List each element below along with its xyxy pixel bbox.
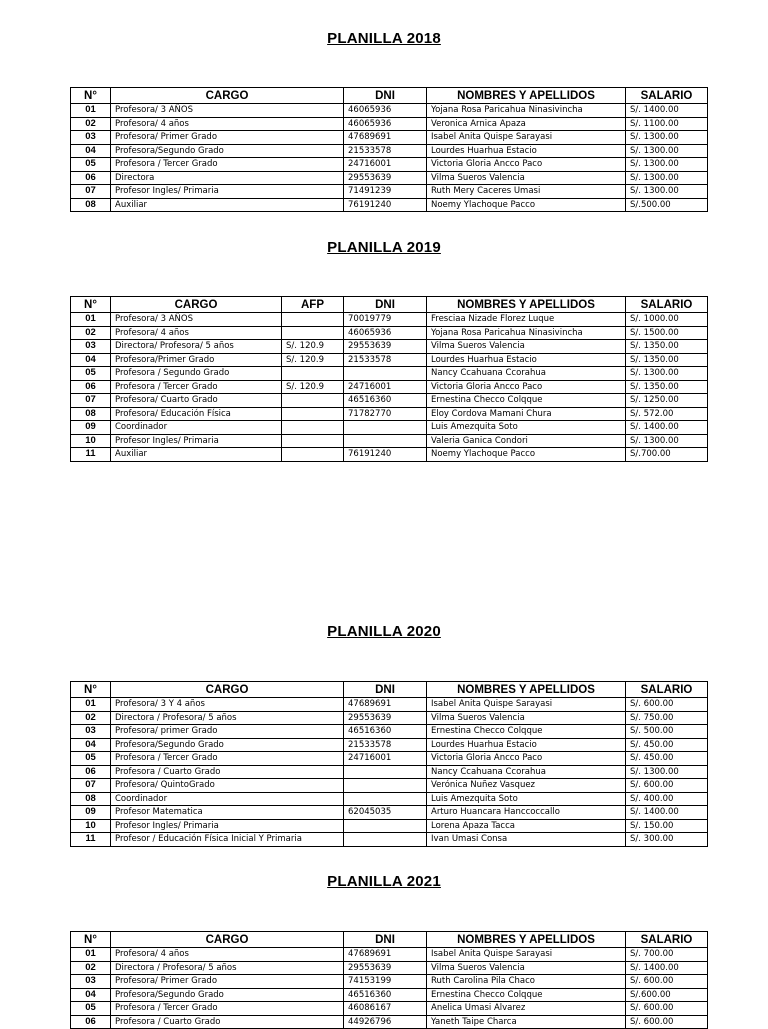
table-row — [71, 1002, 708, 1016]
table-row — [71, 806, 708, 820]
cell-cargo: Profesora/ 4 años — [111, 948, 344, 962]
cell-num: 03 — [71, 340, 111, 354]
cell-num: 05 — [71, 367, 111, 381]
table-row — [71, 340, 708, 354]
header-cargo: CARGO — [111, 682, 344, 698]
header-dni: DNI — [344, 932, 427, 948]
cell-dni: 24716001 — [344, 158, 427, 172]
cell-dni — [344, 421, 427, 435]
cell-cargo: Coordinador — [111, 421, 282, 435]
cell-salario: S/. 1300.00 — [626, 367, 708, 381]
table-row — [71, 738, 708, 752]
cell-num: 11 — [71, 833, 111, 847]
header-dni: DNI — [344, 88, 427, 104]
cell-salario: S/. 600.00 — [626, 975, 708, 989]
cell-salario: S/.600.00 — [626, 988, 708, 1002]
cell-dni: 24716001 — [344, 380, 427, 394]
cell-num: 03 — [71, 725, 111, 739]
cell-nombres: Lorena Apaza Tacca — [427, 819, 626, 833]
cell-cargo: Profesora / Cuarto Grado — [111, 765, 344, 779]
cell-num: 04 — [71, 988, 111, 1002]
cell-num: 02 — [71, 961, 111, 975]
cell-nombres: Ernestina Checco Colqque — [427, 988, 626, 1002]
cell-num: 02 — [71, 117, 111, 131]
cell-salario: S/. 1300.00 — [626, 131, 708, 145]
cell-num: 09 — [71, 806, 111, 820]
header-nombres: NOMBRES Y APELLIDOS — [427, 297, 626, 313]
table-body — [71, 948, 708, 1029]
table-row — [71, 975, 708, 989]
cell-dni: 29553639 — [344, 340, 427, 354]
cell-cargo: Profesora / Tercer Grado — [111, 158, 344, 172]
cell-nombres: Luis Amezquita Soto — [427, 792, 626, 806]
table-row — [71, 117, 708, 131]
cell-num: 08 — [71, 407, 111, 421]
cell-dni: 21533578 — [344, 738, 427, 752]
cell-salario: S/. 1400.00 — [626, 421, 708, 435]
table-row — [71, 961, 708, 975]
cell-nombres: Vilma Sueros Valencia — [427, 711, 626, 725]
header-cargo: CARGO — [111, 297, 282, 313]
table-row — [71, 421, 708, 435]
cell-nombres: Isabel Anita Quispe Sarayasi — [427, 948, 626, 962]
cell-dni: 21533578 — [344, 353, 427, 367]
cell-dni: 46065936 — [344, 117, 427, 131]
table-row — [71, 711, 708, 725]
cell-dni: 76191240 — [344, 198, 427, 212]
cell-dni: 46065936 — [344, 104, 427, 118]
table-row — [71, 326, 708, 340]
header-salario: SALARIO — [626, 932, 708, 948]
cell-afp — [282, 326, 344, 340]
table-header-row — [71, 88, 708, 104]
header-nombres: NOMBRES Y APELLIDOS — [427, 932, 626, 948]
cell-cargo: Directora/ Profesora/ 5 años — [111, 340, 282, 354]
cell-cargo: Profesora / Tercer Grado — [111, 380, 282, 394]
cell-cargo: Profesora/ Primer Grado — [111, 131, 344, 145]
header-num: N° — [71, 932, 111, 948]
table-row — [71, 198, 708, 212]
cell-num: 07 — [71, 185, 111, 199]
cell-cargo: Profesora / Cuarto Grado — [111, 1015, 344, 1029]
cell-salario: S/. 450.00 — [626, 752, 708, 766]
cell-cargo: Profesora / Tercer Grado — [111, 752, 344, 766]
table-row — [71, 725, 708, 739]
cell-salario: S/. 1500.00 — [626, 326, 708, 340]
cell-num: 07 — [71, 394, 111, 408]
table-body — [71, 104, 708, 212]
header-salario: SALARIO — [626, 88, 708, 104]
cell-cargo: Profesor Ingles/ Primaria — [111, 819, 344, 833]
cell-num: 09 — [71, 421, 111, 435]
planilla-2018-title: PLANILLA 2018 — [327, 30, 441, 47]
cell-num: 01 — [71, 313, 111, 327]
cell-dni: 24716001 — [344, 752, 427, 766]
cell-nombres: Anelica Umasi Alvarez — [427, 1002, 626, 1016]
cell-salario: S/. 1400.00 — [626, 961, 708, 975]
cell-cargo: Profesor Matematica — [111, 806, 344, 820]
cell-dni — [344, 792, 427, 806]
cell-cargo: Profesora / Segundo Grado — [111, 367, 282, 381]
cell-dni: 46516360 — [344, 725, 427, 739]
cell-dni: 46065936 — [344, 326, 427, 340]
cell-num: 08 — [71, 792, 111, 806]
cell-salario: S/. 1300.00 — [626, 171, 708, 185]
cell-dni: 74153199 — [344, 975, 427, 989]
cell-salario: S/. 300.00 — [626, 833, 708, 847]
cell-num: 04 — [71, 353, 111, 367]
cell-nombres: Verónica Nuñez Vasquez — [427, 779, 626, 793]
cell-num: 10 — [71, 819, 111, 833]
cell-nombres: Fresciaa Nizade Florez Luque — [427, 313, 626, 327]
cell-dni: 47689691 — [344, 131, 427, 145]
header-dni: DNI — [344, 682, 427, 698]
planilla-2020-title: PLANILLA 2020 — [327, 623, 441, 640]
cell-num: 04 — [71, 738, 111, 752]
cell-salario: S/. 1350.00 — [626, 340, 708, 354]
cell-num: 06 — [71, 171, 111, 185]
cell-salario: S/. 572.00 — [626, 407, 708, 421]
header-salario: SALARIO — [626, 297, 708, 313]
cell-afp: S/. 120.9 — [282, 340, 344, 354]
table-row — [71, 792, 708, 806]
cell-salario: S/. 750.00 — [626, 711, 708, 725]
cell-salario: S/. 600.00 — [626, 698, 708, 712]
table-row — [71, 171, 708, 185]
cell-cargo: Profesora/ 3 AÑOS — [111, 104, 344, 118]
table-row — [71, 779, 708, 793]
cell-nombres: Ruth Carolina Pila Chaco — [427, 975, 626, 989]
table-row — [71, 104, 708, 118]
cell-cargo: Profesora / Tercer Grado — [111, 1002, 344, 1016]
cell-dni: 29553639 — [344, 961, 427, 975]
cell-nombres: Nancy Ccahuana Ccorahua — [427, 367, 626, 381]
cell-dni: 29553639 — [344, 711, 427, 725]
cell-afp: S/. 120.9 — [282, 353, 344, 367]
cell-cargo: Profesora/ Educación Física — [111, 407, 282, 421]
cell-salario: S/. 1000.00 — [626, 313, 708, 327]
cell-num: 06 — [71, 765, 111, 779]
cell-nombres: Yaneth Taipe Charca — [427, 1015, 626, 1029]
cell-nombres: Isabel Anita Quispe Sarayasi — [427, 131, 626, 145]
table-row — [71, 1015, 708, 1029]
table-header-row — [71, 682, 708, 698]
header-afp: AFP — [282, 297, 344, 313]
cell-salario: S/.500.00 — [626, 198, 708, 212]
cell-dni: 46516360 — [344, 988, 427, 1002]
cell-dni — [344, 765, 427, 779]
planilla-2019-title: PLANILLA 2019 — [327, 239, 441, 256]
planilla-2018-table — [70, 87, 708, 212]
cell-num: 04 — [71, 144, 111, 158]
planilla-2019-table — [70, 296, 708, 462]
table-row — [71, 752, 708, 766]
cell-salario: S/. 700.00 — [626, 948, 708, 962]
cell-cargo: Profesora/ 4 años — [111, 326, 282, 340]
cell-nombres: Lourdes Huarhua Estacio — [427, 353, 626, 367]
header-num: N° — [71, 297, 111, 313]
table-row — [71, 158, 708, 172]
cell-dni — [344, 779, 427, 793]
planilla-2020-table — [70, 681, 708, 847]
table-body — [71, 313, 708, 462]
planilla-2021-title: PLANILLA 2021 — [327, 873, 441, 890]
cell-dni: 21533578 — [344, 144, 427, 158]
cell-cargo: Coordinador — [111, 792, 344, 806]
table-row — [71, 698, 708, 712]
cell-cargo: Profesora/Segundo Grado — [111, 738, 344, 752]
table-row — [71, 765, 708, 779]
cell-salario: S/. 400.00 — [626, 792, 708, 806]
table-header-row — [71, 297, 708, 313]
cell-num: 05 — [71, 158, 111, 172]
cell-dni — [344, 367, 427, 381]
cell-dni: 71782770 — [344, 407, 427, 421]
cell-afp — [282, 421, 344, 435]
cell-num: 08 — [71, 198, 111, 212]
cell-cargo: Profesora/ Primer Grado — [111, 975, 344, 989]
cell-num: 02 — [71, 326, 111, 340]
cell-afp — [282, 367, 344, 381]
header-salario: SALARIO — [626, 682, 708, 698]
cell-dni: 70019779 — [344, 313, 427, 327]
cell-dni — [344, 833, 427, 847]
cell-dni: 44926796 — [344, 1015, 427, 1029]
cell-num: 11 — [71, 448, 111, 462]
cell-salario: S/. 150.00 — [626, 819, 708, 833]
table-body — [71, 698, 708, 847]
cell-nombres: Vilma Sueros Valencia — [427, 340, 626, 354]
cell-cargo: Auxiliar — [111, 198, 344, 212]
cell-num: 06 — [71, 380, 111, 394]
cell-nombres: Ernestina Checco Colqque — [427, 725, 626, 739]
cell-salario: S/. 600.00 — [626, 1015, 708, 1029]
cell-nombres: Ivan Umasi Consa — [427, 833, 626, 847]
cell-cargo: Directora — [111, 171, 344, 185]
table-header-row — [71, 932, 708, 948]
cell-salario: S/. 1300.00 — [626, 158, 708, 172]
cell-nombres: Vilma Sueros Valencia — [427, 961, 626, 975]
cell-dni: 47689691 — [344, 948, 427, 962]
planilla-2021-table — [70, 931, 708, 1029]
cell-num: 06 — [71, 1015, 111, 1029]
cell-num: 05 — [71, 752, 111, 766]
table-row — [71, 144, 708, 158]
table-row — [71, 819, 708, 833]
cell-nombres: Victoria Gloria Ancco Paco — [427, 158, 626, 172]
cell-num: 01 — [71, 104, 111, 118]
header-nombres: NOMBRES Y APELLIDOS — [427, 88, 626, 104]
cell-nombres: Noemy Ylachoque Pacco — [427, 198, 626, 212]
table-row — [71, 448, 708, 462]
cell-afp: S/. 120.9 — [282, 380, 344, 394]
header-nombres: NOMBRES Y APELLIDOS — [427, 682, 626, 698]
cell-nombres: Victoria Gloria Ancco Paco — [427, 380, 626, 394]
table-row — [71, 407, 708, 421]
cell-num: 01 — [71, 698, 111, 712]
cell-dni: 62045035 — [344, 806, 427, 820]
cell-num: 03 — [71, 131, 111, 145]
cell-nombres: Veronica Arnica Apaza — [427, 117, 626, 131]
table-row — [71, 988, 708, 1002]
cell-num: 05 — [71, 1002, 111, 1016]
cell-salario: S/. 600.00 — [626, 1002, 708, 1016]
cell-salario: S/. 1400.00 — [626, 104, 708, 118]
cell-num: 02 — [71, 711, 111, 725]
cell-afp — [282, 434, 344, 448]
cell-salario: S/. 1300.00 — [626, 765, 708, 779]
cell-salario: S/. 500.00 — [626, 725, 708, 739]
cell-dni — [344, 819, 427, 833]
cell-dni: 47689691 — [344, 698, 427, 712]
cell-cargo: Directora / Profesora/ 5 años — [111, 711, 344, 725]
cell-num: 10 — [71, 434, 111, 448]
cell-cargo: Profesora/ 3 Y 4 años — [111, 698, 344, 712]
cell-nombres: Yojana Rosa Paricahua Ninasivincha — [427, 326, 626, 340]
header-cargo: CARGO — [111, 88, 344, 104]
cell-nombres: Victoria Gloria Ancco Paco — [427, 752, 626, 766]
cell-salario: S/.700.00 — [626, 448, 708, 462]
cell-salario: S/. 450.00 — [626, 738, 708, 752]
cell-cargo: Directora / Profesora/ 5 años — [111, 961, 344, 975]
cell-nombres: Noemy Ylachoque Pacco — [427, 448, 626, 462]
cell-salario: S/. 1350.00 — [626, 353, 708, 367]
cell-cargo: Profesora/ primer Grado — [111, 725, 344, 739]
cell-cargo: Profesora/Primer Grado — [111, 353, 282, 367]
cell-dni: 71491239 — [344, 185, 427, 199]
table-row — [71, 353, 708, 367]
cell-cargo: Profesora/ 4 años — [111, 117, 344, 131]
cell-dni: 29553639 — [344, 171, 427, 185]
cell-cargo: Profesora/ Cuarto Grado — [111, 394, 282, 408]
cell-nombres: Yojana Rosa Paricahua Ninasivincha — [427, 104, 626, 118]
cell-afp — [282, 313, 344, 327]
cell-nombres: Valeria Ganica Condori — [427, 434, 626, 448]
table-row — [71, 434, 708, 448]
cell-dni: 46516360 — [344, 394, 427, 408]
cell-nombres: Vilma Sueros Valencia — [427, 171, 626, 185]
table-row — [71, 131, 708, 145]
cell-nombres: Isabel Anita Quispe Sarayasi — [427, 698, 626, 712]
cell-nombres: Nancy Ccahuana Ccorahua — [427, 765, 626, 779]
cell-cargo: Profesor Ingles/ Primaria — [111, 434, 282, 448]
cell-salario: S/. 1350.00 — [626, 380, 708, 394]
cell-dni — [344, 434, 427, 448]
cell-salario: S/. 1300.00 — [626, 434, 708, 448]
cell-salario: S/. 1300.00 — [626, 185, 708, 199]
cell-salario: S/. 1100.00 — [626, 117, 708, 131]
cell-nombres: Ernestina Checco Colqque — [427, 394, 626, 408]
cell-nombres: Lourdes Huarhua Estacio — [427, 144, 626, 158]
cell-salario: S/. 1300.00 — [626, 144, 708, 158]
table-row — [71, 380, 708, 394]
table-row — [71, 185, 708, 199]
header-num: N° — [71, 88, 111, 104]
cell-dni: 46086167 — [344, 1002, 427, 1016]
cell-cargo: Profesora/ 3 AÑOS — [111, 313, 282, 327]
cell-salario: S/. 1400.00 — [626, 806, 708, 820]
cell-nombres: Lourdes Huarhua Estacio — [427, 738, 626, 752]
table-row — [71, 394, 708, 408]
cell-num: 01 — [71, 948, 111, 962]
cell-afp — [282, 448, 344, 462]
cell-cargo: Profesor Ingles/ Primaria — [111, 185, 344, 199]
cell-salario: S/. 1250.00 — [626, 394, 708, 408]
cell-cargo: Auxiliar — [111, 448, 282, 462]
cell-afp — [282, 407, 344, 421]
table-row — [71, 833, 708, 847]
cell-cargo: Profesor / Educación Física Inicial Y Primaria — [111, 833, 344, 847]
cell-num: 07 — [71, 779, 111, 793]
cell-salario: S/. 600.00 — [626, 779, 708, 793]
table-row — [71, 313, 708, 327]
cell-cargo: Profesora/Segundo Grado — [111, 988, 344, 1002]
cell-nombres: Eloy Cordova Mamani Chura — [427, 407, 626, 421]
header-dni: DNI — [344, 297, 427, 313]
table-row — [71, 367, 708, 381]
table-row — [71, 948, 708, 962]
header-num: N° — [71, 682, 111, 698]
cell-cargo: Profesora/ QuintoGrado — [111, 779, 344, 793]
cell-num: 03 — [71, 975, 111, 989]
cell-cargo: Profesora/Segundo Grado — [111, 144, 344, 158]
cell-nombres: Ruth Mery Caceres Umasi — [427, 185, 626, 199]
cell-dni: 76191240 — [344, 448, 427, 462]
header-cargo: CARGO — [111, 932, 344, 948]
cell-nombres: Arturo Huancara Hanccoccallo — [427, 806, 626, 820]
cell-nombres: Luis Amezquita Soto — [427, 421, 626, 435]
cell-afp — [282, 394, 344, 408]
